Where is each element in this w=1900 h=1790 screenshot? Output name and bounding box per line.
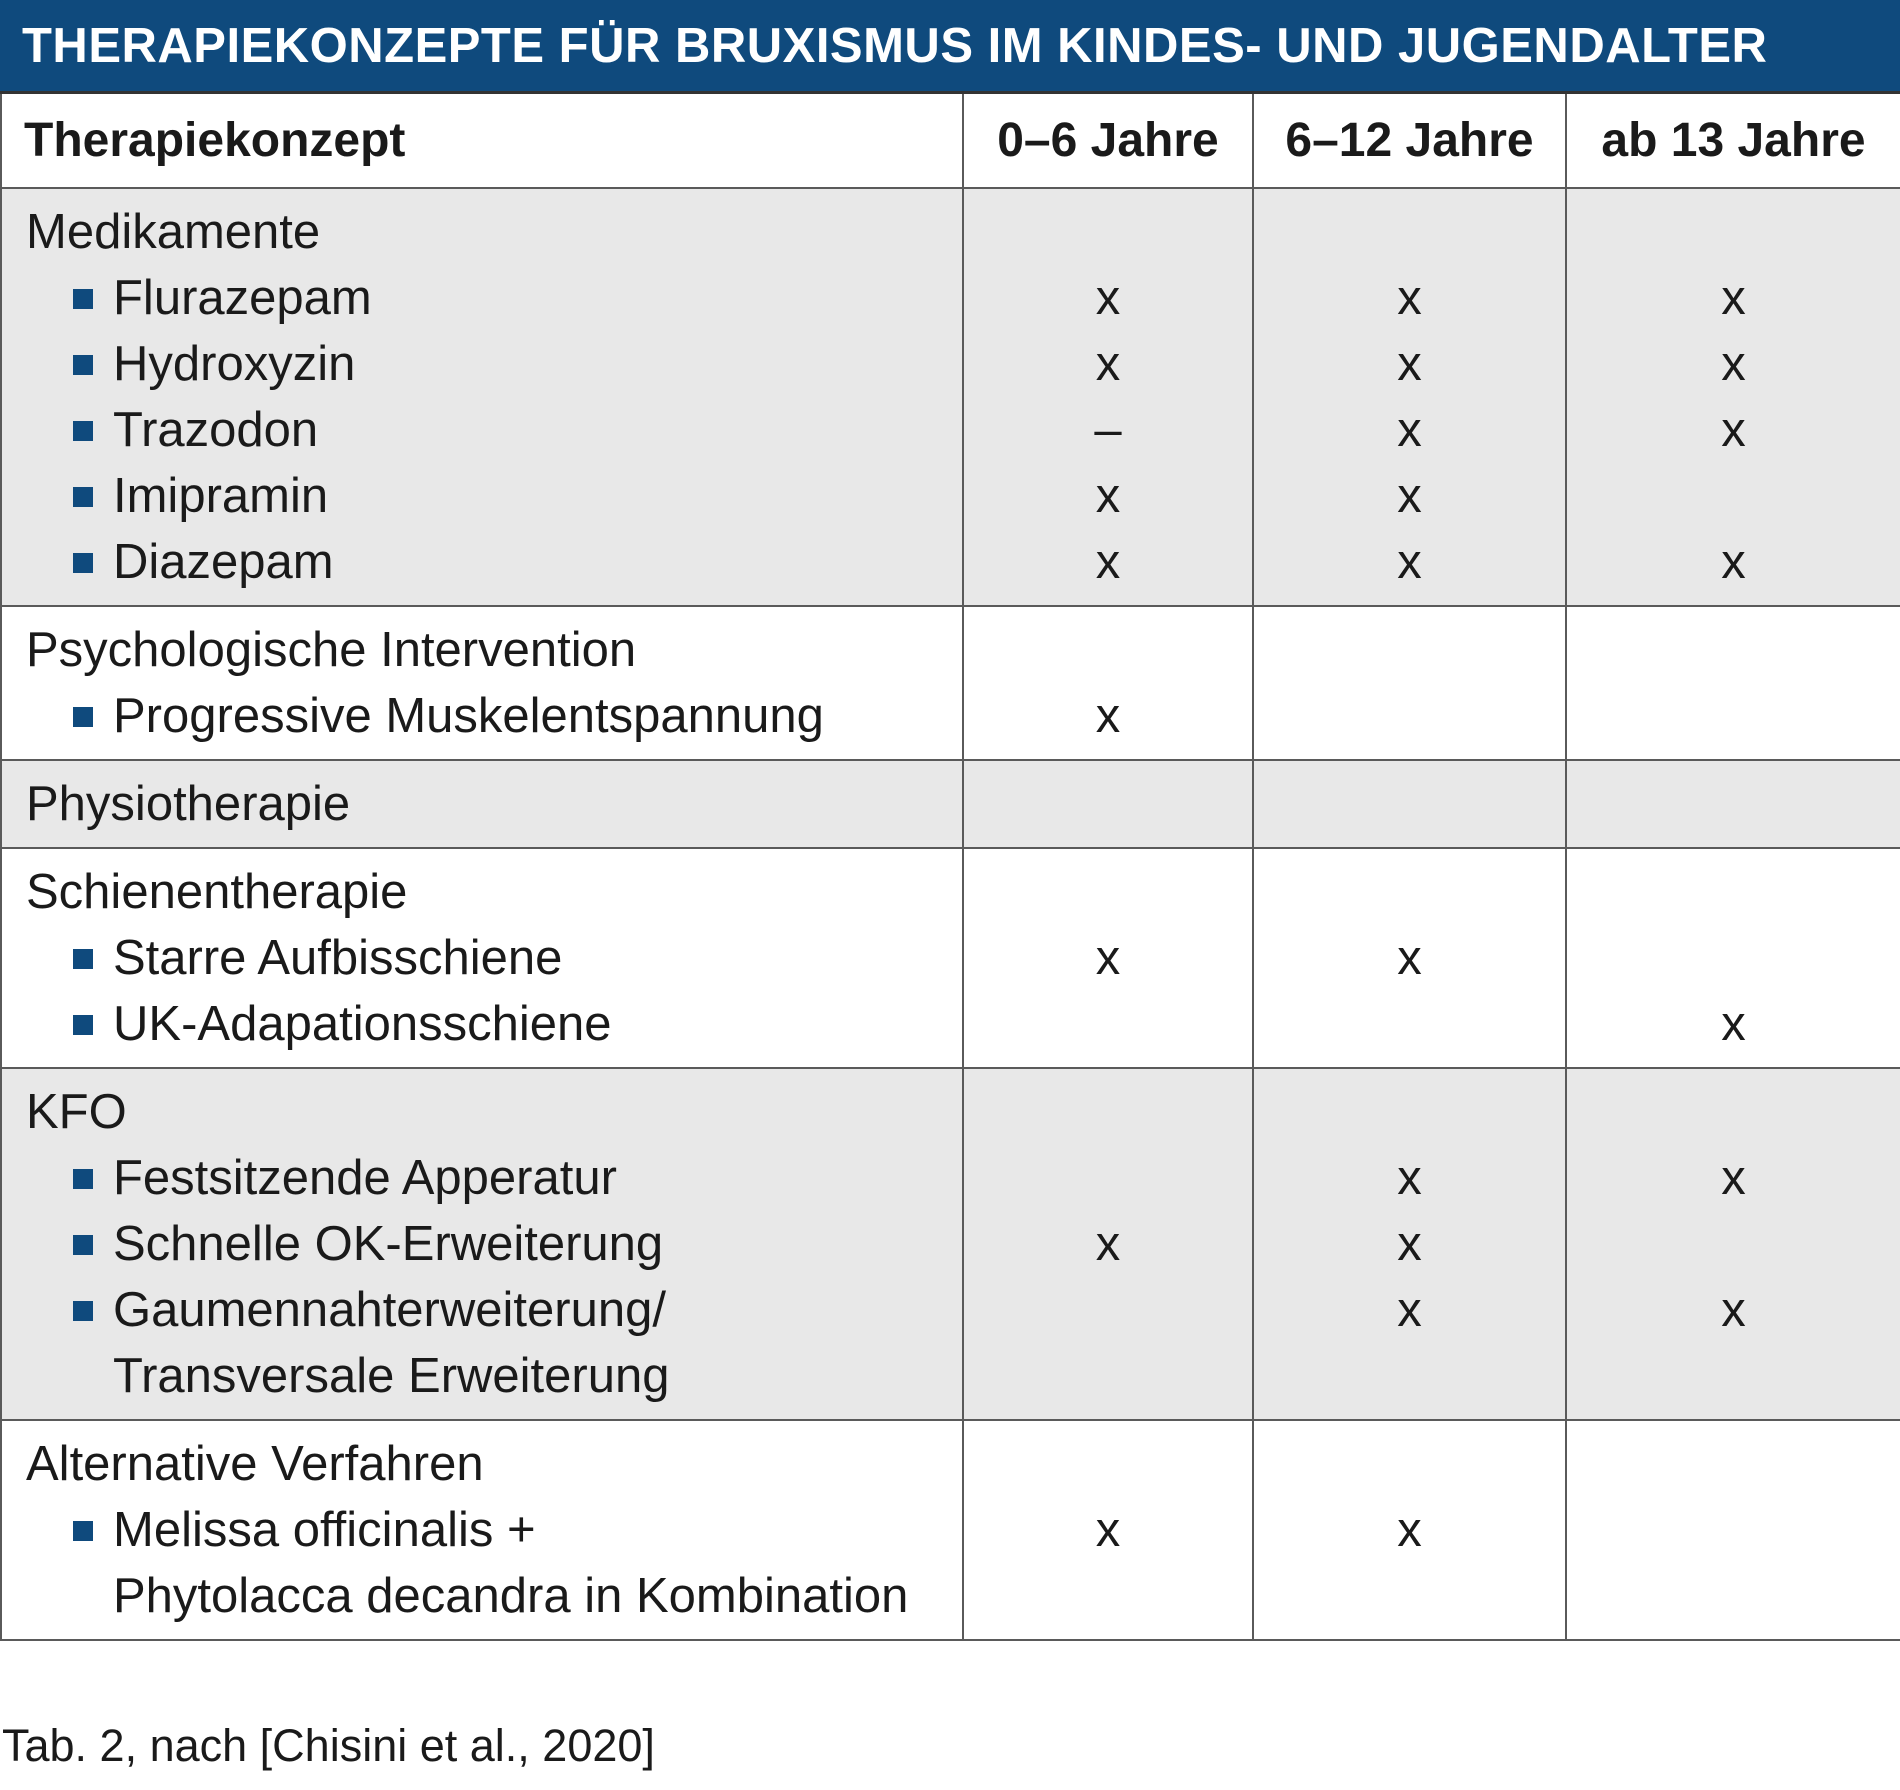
list-item <box>2 683 962 749</box>
square-bullet-icon <box>73 1301 93 1321</box>
applicability-mark: x <box>1095 337 1121 391</box>
list-item <box>2 925 962 991</box>
list-item <box>2 463 962 529</box>
age-column-cell <box>963 848 1253 1068</box>
cell-spacer <box>964 859 1252 925</box>
header-row <box>1 94 1900 188</box>
square-bullet-icon <box>73 1015 93 1035</box>
list-item-continuation <box>2 1563 962 1629</box>
age-column-cell <box>1566 760 1900 848</box>
cell-spacer <box>964 199 1252 265</box>
item-label: Gaumennahterweiterung/ <box>113 1283 666 1337</box>
cell-spacer <box>1254 1431 1565 1497</box>
applicability-mark: x <box>1721 403 1746 457</box>
therapy-cell <box>1 848 963 1068</box>
square-bullet-icon <box>73 1169 93 1189</box>
table-row <box>1 188 1900 606</box>
cell-spacer <box>964 617 1252 683</box>
age-column-cell <box>963 188 1253 606</box>
cell-spacer <box>1254 199 1565 265</box>
list-item <box>2 397 962 463</box>
list-item <box>2 1211 962 1277</box>
age-column-cell <box>1566 188 1900 606</box>
table-caption: Tab. 2, nach [Chisini et al., 2020] <box>2 1720 655 1771</box>
applicability-mark: x <box>1397 1217 1422 1271</box>
square-bullet-icon <box>73 707 93 727</box>
item-label: Trazodon <box>113 403 319 457</box>
square-bullet-icon <box>73 289 93 309</box>
age-column-cell <box>963 760 1253 848</box>
list-item <box>2 265 962 331</box>
applicability-mark: x <box>1095 535 1121 589</box>
list-item <box>2 1277 962 1343</box>
item-label: Hydroxyzin <box>113 337 356 391</box>
applicability-mark: x <box>1721 997 1746 1051</box>
table-row <box>1 1068 1900 1420</box>
therapy-cell <box>1 760 963 848</box>
applicability-mark: x <box>1397 271 1422 325</box>
table-row <box>1 760 1900 848</box>
header-ab-13-jahre: ab 13 Jahre <box>1566 94 1900 188</box>
category-label: KFO <box>26 1085 127 1139</box>
category-label: Physiotherapie <box>26 777 351 831</box>
age-column-cell <box>963 606 1253 760</box>
item-label: Festsitzende Apperatur <box>113 1151 617 1205</box>
cell-spacer <box>964 1431 1252 1497</box>
applicability-mark: x <box>1095 1217 1121 1271</box>
applicability-mark <box>1567 925 1900 991</box>
applicability-mark: x <box>1397 931 1422 985</box>
applicability-mark: x <box>1721 1151 1746 1205</box>
therapy-table <box>0 94 1900 1641</box>
cell-spacer <box>1567 1079 1900 1145</box>
category-label: Medikamente <box>26 205 321 259</box>
applicability-mark: x <box>1095 469 1121 523</box>
category-label: Alternative Verfahren <box>26 1437 484 1491</box>
cell-spacer <box>1567 859 1900 925</box>
table-row <box>1 606 1900 760</box>
applicability-mark: x <box>1095 931 1121 985</box>
cell-spacer <box>1567 617 1900 683</box>
header-0-6-jahre: 0–6 Jahre <box>963 94 1253 188</box>
square-bullet-icon <box>73 355 93 375</box>
cell-spacer <box>1254 617 1565 683</box>
cell-spacer <box>1254 859 1565 925</box>
item-label-line2: Transversale Erweiterung <box>113 1349 670 1403</box>
age-column-cell <box>1566 1068 1900 1420</box>
applicability-mark: x <box>1397 1283 1422 1337</box>
square-bullet-icon <box>73 1235 93 1255</box>
age-column-cell <box>1566 848 1900 1068</box>
list-item <box>2 1497 962 1563</box>
applicability-mark: – <box>1094 403 1122 457</box>
applicability-mark: x <box>1721 271 1746 325</box>
item-label: Imipramin <box>113 469 329 523</box>
item-label: Melissa officinalis + <box>113 1503 536 1557</box>
square-bullet-icon <box>73 421 93 441</box>
cell-spacer <box>1254 771 1565 837</box>
item-label: Starre Aufbisschiene <box>113 931 563 985</box>
item-label: UK-Adapationsschiene <box>113 997 612 1051</box>
applicability-mark <box>1567 1497 1900 1563</box>
applicability-mark: x <box>1397 1151 1422 1205</box>
applicability-mark: x <box>1095 689 1121 743</box>
square-bullet-icon <box>73 553 93 573</box>
therapy-cell <box>1 1068 963 1420</box>
age-column-cell <box>1253 606 1566 760</box>
item-label: Progressive Muskelentspannung <box>113 689 824 743</box>
cell-spacer <box>964 1343 1252 1409</box>
applicability-mark: x <box>1721 535 1746 589</box>
applicability-mark: x <box>1397 535 1422 589</box>
header-therapiekonzept: Therapiekonzept <box>1 94 963 188</box>
applicability-mark <box>964 991 1252 1057</box>
applicability-mark <box>964 1145 1252 1211</box>
age-column-cell <box>1566 606 1900 760</box>
table-row <box>1 1420 1900 1640</box>
cell-spacer <box>1254 1079 1565 1145</box>
applicability-mark: x <box>1397 337 1422 391</box>
applicability-mark <box>1567 683 1900 749</box>
applicability-mark: x <box>1095 1503 1121 1557</box>
applicability-mark <box>964 1277 1252 1343</box>
table-title: THERAPIEKONZEPTE FÜR BRUXISMUS IM KINDES- UND JUGENDALTER <box>0 0 1900 94</box>
table-body <box>1 188 1900 1640</box>
age-column-cell <box>1253 1420 1566 1640</box>
table-row <box>1 848 1900 1068</box>
therapy-cell <box>1 188 963 606</box>
cell-spacer <box>1567 771 1900 837</box>
age-column-cell <box>963 1420 1253 1640</box>
applicability-mark: x <box>1721 337 1746 391</box>
applicability-mark: x <box>1397 469 1422 523</box>
item-label: Schnelle OK-Erweiterung <box>113 1217 664 1271</box>
age-column-cell <box>1566 1420 1900 1640</box>
cell-spacer <box>1567 1343 1900 1409</box>
cell-spacer <box>1254 1343 1565 1409</box>
list-item <box>2 1145 962 1211</box>
applicability-mark: x <box>1397 1503 1422 1557</box>
list-item <box>2 331 962 397</box>
cell-spacer <box>964 1563 1252 1629</box>
applicability-mark <box>1567 463 1900 529</box>
cell-spacer <box>1254 1563 1565 1629</box>
applicability-mark <box>1567 1211 1900 1277</box>
cell-spacer <box>1567 1431 1900 1497</box>
square-bullet-icon <box>73 949 93 969</box>
list-item <box>2 529 962 595</box>
age-column-cell <box>1253 760 1566 848</box>
age-column-cell <box>1253 848 1566 1068</box>
square-bullet-icon <box>73 1521 93 1541</box>
applicability-mark: x <box>1721 1283 1746 1337</box>
age-column-cell <box>1253 188 1566 606</box>
applicability-mark: x <box>1397 403 1422 457</box>
list-item <box>2 991 962 1057</box>
cell-spacer <box>1567 199 1900 265</box>
item-label: Flurazepam <box>113 271 372 325</box>
applicability-mark <box>1254 991 1565 1057</box>
cell-spacer <box>964 771 1252 837</box>
item-label-line2: Phytolacca decandra in Kombination <box>113 1569 909 1623</box>
category-label: Schienentherapie <box>26 865 408 919</box>
cell-spacer <box>964 1079 1252 1145</box>
square-bullet-icon <box>73 487 93 507</box>
header-6-12-jahre: 6–12 Jahre <box>1253 94 1566 188</box>
age-column-cell <box>1253 1068 1566 1420</box>
therapy-cell <box>1 606 963 760</box>
cell-spacer <box>1567 1563 1900 1629</box>
category-label: Psychologische Intervention <box>26 623 637 677</box>
list-item-continuation <box>2 1343 962 1409</box>
applicability-mark <box>1254 683 1565 749</box>
therapy-cell <box>1 1420 963 1640</box>
applicability-mark: x <box>1095 271 1121 325</box>
age-column-cell <box>963 1068 1253 1420</box>
item-label: Diazepam <box>113 535 334 589</box>
